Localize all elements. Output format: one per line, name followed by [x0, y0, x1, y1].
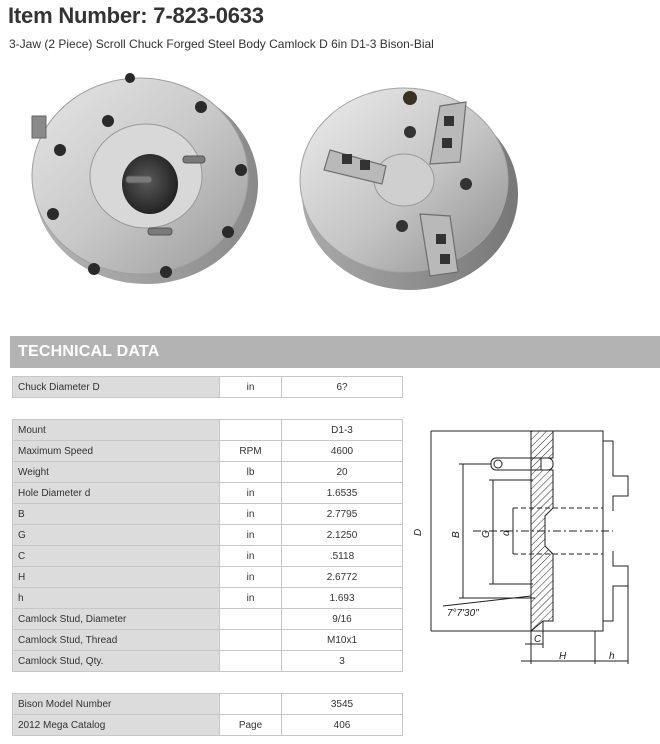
spec-label: Maximum Speed: [13, 441, 220, 462]
dim-label-b: B: [451, 531, 462, 538]
spec-unit: Page: [220, 715, 282, 736]
spec-label: Weight: [13, 462, 220, 483]
table-row: [13, 462, 403, 483]
chuck-front-photo: [290, 66, 520, 298]
spec-unit: in: [220, 546, 282, 567]
spec-unit: in: [220, 377, 282, 398]
spec-unit: in: [220, 483, 282, 504]
spec-value: 2.1250: [282, 525, 403, 546]
spec-label: C: [13, 546, 220, 567]
spec-label: B: [13, 504, 220, 525]
spec-label: Hole Diameter d: [13, 483, 220, 504]
spec-unit: [220, 694, 282, 715]
table-row: [13, 546, 403, 567]
table-row: [13, 651, 403, 672]
table-row: [13, 588, 403, 609]
product-description: 3-Jaw (2 Piece) Scroll Chuck Forged Steel Body Camlock D 6in D1-3 Bison-Bial: [9, 37, 434, 51]
table-row: [13, 609, 403, 630]
spec-value: 4600: [282, 441, 403, 462]
spec-value: 1.693: [282, 588, 403, 609]
spec-label: h: [13, 588, 220, 609]
spec-label: Camlock Stud, Qty.: [13, 651, 220, 672]
spec-unit: in: [220, 504, 282, 525]
table-row: [13, 504, 403, 525]
dimension-drawing: [413, 416, 658, 674]
table-row: [13, 441, 403, 462]
table-row: [13, 420, 403, 441]
table-row: [13, 483, 403, 504]
spec-unit: in: [220, 525, 282, 546]
spec-unit: RPM: [220, 441, 282, 462]
spec-unit: [220, 609, 282, 630]
spec-unit: in: [220, 588, 282, 609]
spec-table-main: [12, 419, 403, 672]
spec-value: M10x1: [282, 630, 403, 651]
spec-value: 3: [282, 651, 403, 672]
spec-value: 20: [282, 462, 403, 483]
dim-label-h-upper: H: [559, 651, 567, 662]
item-number-title: Item Number: 7-823-0633: [8, 3, 264, 28]
spec-label: G: [13, 525, 220, 546]
spec-label: Chuck Diameter D: [13, 377, 220, 398]
spec-label: Camlock Stud, Diameter: [13, 609, 220, 630]
spec-unit: in: [220, 567, 282, 588]
table-row: [13, 525, 403, 546]
dim-label-d-outer: D: [413, 528, 424, 536]
spec-value: 6?: [282, 377, 403, 398]
spec-value: 3545: [282, 694, 403, 715]
spec-unit: lb: [220, 462, 282, 483]
spec-label: 2012 Mega Catalog: [13, 715, 220, 736]
spec-value: 2.6772: [282, 567, 403, 588]
spec-table-catalog: [12, 693, 403, 736]
spec-value: D1-3: [282, 420, 403, 441]
table-row: [13, 567, 403, 588]
spec-value: 2.7795: [282, 504, 403, 525]
dim-label-angle: 7°7'30": [447, 608, 479, 619]
spec-unit: [220, 420, 282, 441]
spec-unit: [220, 651, 282, 672]
technical-data-header: TECHNICAL DATA: [10, 336, 660, 368]
dim-label-c: C: [534, 634, 542, 645]
table-row: [13, 630, 403, 651]
spec-value: 1.6535: [282, 483, 403, 504]
spec-value: 406: [282, 715, 403, 736]
spec-table-diameter: [12, 376, 403, 398]
dim-label-h-lower: h: [609, 651, 615, 662]
spec-value: .5118: [282, 546, 403, 567]
spec-value: 9/16: [282, 609, 403, 630]
spec-unit: [220, 630, 282, 651]
table-row: [13, 715, 403, 736]
spec-label: H: [13, 567, 220, 588]
table-row: [13, 694, 403, 715]
dim-label-g: G: [481, 530, 492, 538]
spec-label: Mount: [13, 420, 220, 441]
spec-label: Camlock Stud, Thread: [13, 630, 220, 651]
table-row: [13, 377, 403, 398]
spec-label: Bison Model Number: [13, 694, 220, 715]
dim-label-d-hole: d: [501, 530, 512, 536]
chuck-back-photo: [18, 64, 262, 290]
